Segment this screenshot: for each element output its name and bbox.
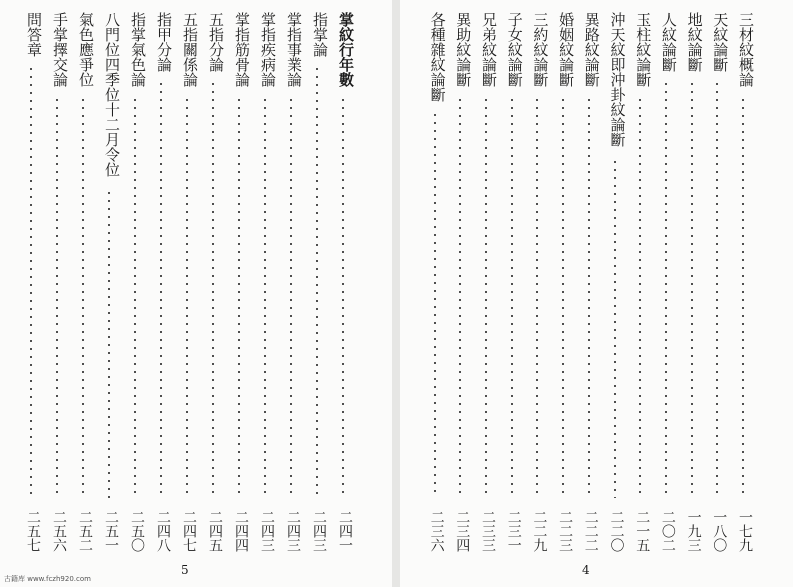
toc-entry-title: 地紋論斷 (685, 12, 704, 72)
toc-entry-title: 手掌擇交論 (51, 12, 69, 87)
toc-entry-title: 掌紋行年數 (337, 12, 355, 87)
dot-leader (665, 80, 667, 498)
toc-entry-page-number: 二二二 (582, 510, 599, 552)
toc-entry-page-number: 二四三 (259, 510, 275, 552)
right-toc-entry (605, 12, 625, 552)
toc-entry-page-number: 二三三 (480, 510, 496, 552)
site-watermark: 古籍库 www.fczh920.com (4, 575, 91, 583)
toc-entry-title: 五指分論 (207, 12, 225, 72)
right-toc-entry (527, 12, 550, 552)
left-toc-entry (99, 12, 119, 552)
toc-entry-title: 玉柱紋論斷 (634, 12, 653, 87)
toc-entry-page-number: 二二三 (557, 510, 574, 552)
toc-entry-page-number: 二四三 (285, 510, 301, 552)
toc-entry-title: 掌指筋骨論 (233, 12, 251, 87)
left-toc-entry (229, 12, 249, 552)
toc-entry-page-number: 二四五 (207, 510, 223, 552)
right-toc-entry (450, 12, 473, 552)
right-page-folio: 4 (582, 563, 590, 577)
toc-entry-page-number: 二二〇 (608, 510, 625, 552)
toc-entry-title: 人紋論斷 (659, 12, 678, 72)
dot-leader (434, 111, 436, 498)
left-toc-entry (255, 12, 275, 552)
toc-entry-title: 沖天紋即沖卦紋論斷 (608, 12, 627, 147)
left-toc-entry (203, 12, 223, 552)
dot-leader (56, 96, 58, 499)
dot-leader (691, 80, 693, 498)
dot-leader (30, 65, 32, 499)
toc-entry-page-number: 一九三 (685, 510, 702, 552)
toc-entry-page-number: 二五六 (51, 510, 67, 552)
toc-entry-page-number: 二四三 (311, 510, 327, 552)
toc-entry-title: 異路紋論斷 (582, 12, 601, 87)
toc-entry-page-number: 二三六 (428, 510, 445, 552)
dot-leader (108, 189, 110, 499)
right-toc-entry (630, 12, 653, 552)
toc-entry-title: 指甲分論 (155, 12, 173, 72)
left-toc-entry (281, 12, 301, 552)
toc-entry-page-number: 二四四 (233, 510, 249, 552)
toc-entry-title: 八門位四季位十二月令位 (103, 12, 121, 177)
toc-entry-title: 子女紋論斷 (505, 12, 524, 87)
left-toc-entry (177, 12, 197, 552)
left-toc-entry (151, 12, 171, 552)
dot-leader (639, 96, 641, 499)
toc-entry-page-number: 二三一 (505, 510, 522, 552)
toc-entry-page-number: 一八〇 (711, 510, 728, 552)
toc-entry-title: 掌指事業論 (285, 12, 303, 87)
toc-entry-page-number: 二二九 (531, 510, 548, 552)
right-toc-entry (682, 12, 702, 552)
toc-entry-title: 指掌論 (311, 12, 329, 57)
right-toc-entry (579, 12, 599, 552)
right-toc-entry (476, 12, 496, 552)
dot-leader (186, 96, 188, 499)
dot-leader (742, 96, 744, 499)
right-toc-entry (656, 12, 676, 552)
toc-entry-page-number: 一七九 (737, 510, 753, 552)
dot-leader (614, 158, 616, 499)
toc-entry-title: 各種雜紋論斷 (428, 12, 447, 102)
dot-leader (342, 96, 344, 499)
right-toc-entry (502, 12, 522, 552)
toc-entry-page-number: 二四八 (155, 510, 171, 552)
dot-leader (82, 96, 84, 499)
left-toc-entry (125, 12, 145, 552)
toc-entry-title: 三材紋概論 (737, 12, 755, 87)
left-page-folio: 5 (181, 563, 189, 577)
toc-entry-title: 氣色應爭位 (77, 12, 95, 87)
toc-entry-title: 掌指疾病論 (259, 12, 277, 87)
toc-entry-page-number: 二一五 (634, 510, 651, 552)
left-toc-entry (21, 12, 41, 552)
toc-entry-page-number: 二五七 (25, 510, 41, 552)
dot-leader (716, 80, 718, 498)
dot-leader (134, 96, 136, 499)
dot-leader (212, 80, 214, 498)
right-toc-entry (707, 12, 730, 552)
toc-entry-title: 婚姻紋論斷 (557, 12, 576, 87)
toc-entry-page-number: 二五二 (77, 510, 93, 552)
left-toc-entry (333, 12, 353, 552)
dot-leader (290, 96, 292, 499)
toc-entry-page-number: 二四七 (181, 510, 197, 552)
toc-entry-title: 五指關係論 (181, 12, 199, 87)
left-toc-entry (73, 12, 93, 552)
dot-leader (562, 96, 564, 499)
toc-entry-page-number: 二三四 (454, 510, 471, 552)
dot-leader (536, 96, 538, 499)
toc-entry-title: 兄弟紋論斷 (480, 12, 498, 87)
dot-leader (160, 80, 162, 498)
dot-leader (264, 96, 266, 499)
right-toc-entry (553, 12, 576, 552)
toc-entry-title: 異助紋論斷 (454, 12, 473, 87)
toc-entry-title: 指掌氣色論 (129, 12, 147, 87)
left-toc-entry (47, 12, 67, 552)
toc-entry-page-number: 二五〇 (129, 510, 145, 552)
dot-leader (238, 96, 240, 499)
toc-entry-title: 天紋論斷 (711, 12, 730, 72)
right-toc-entry (425, 12, 445, 552)
dot-leader (511, 96, 513, 499)
toc-entry-page-number: 二五一 (103, 510, 119, 552)
dot-leader (316, 65, 318, 499)
toc-entry-page-number: 二四一 (337, 510, 353, 552)
dot-leader (588, 96, 590, 499)
toc-entry-page-number: 二〇二 (659, 510, 676, 552)
dot-leader (459, 96, 461, 499)
toc-entry-title: 三約紋論斷 (531, 12, 550, 87)
book-gutter (392, 0, 400, 587)
right-toc-entry (733, 12, 753, 552)
toc-entry-title: 問答章 (25, 12, 43, 57)
left-toc-entry (307, 12, 327, 552)
dot-leader (485, 96, 487, 499)
